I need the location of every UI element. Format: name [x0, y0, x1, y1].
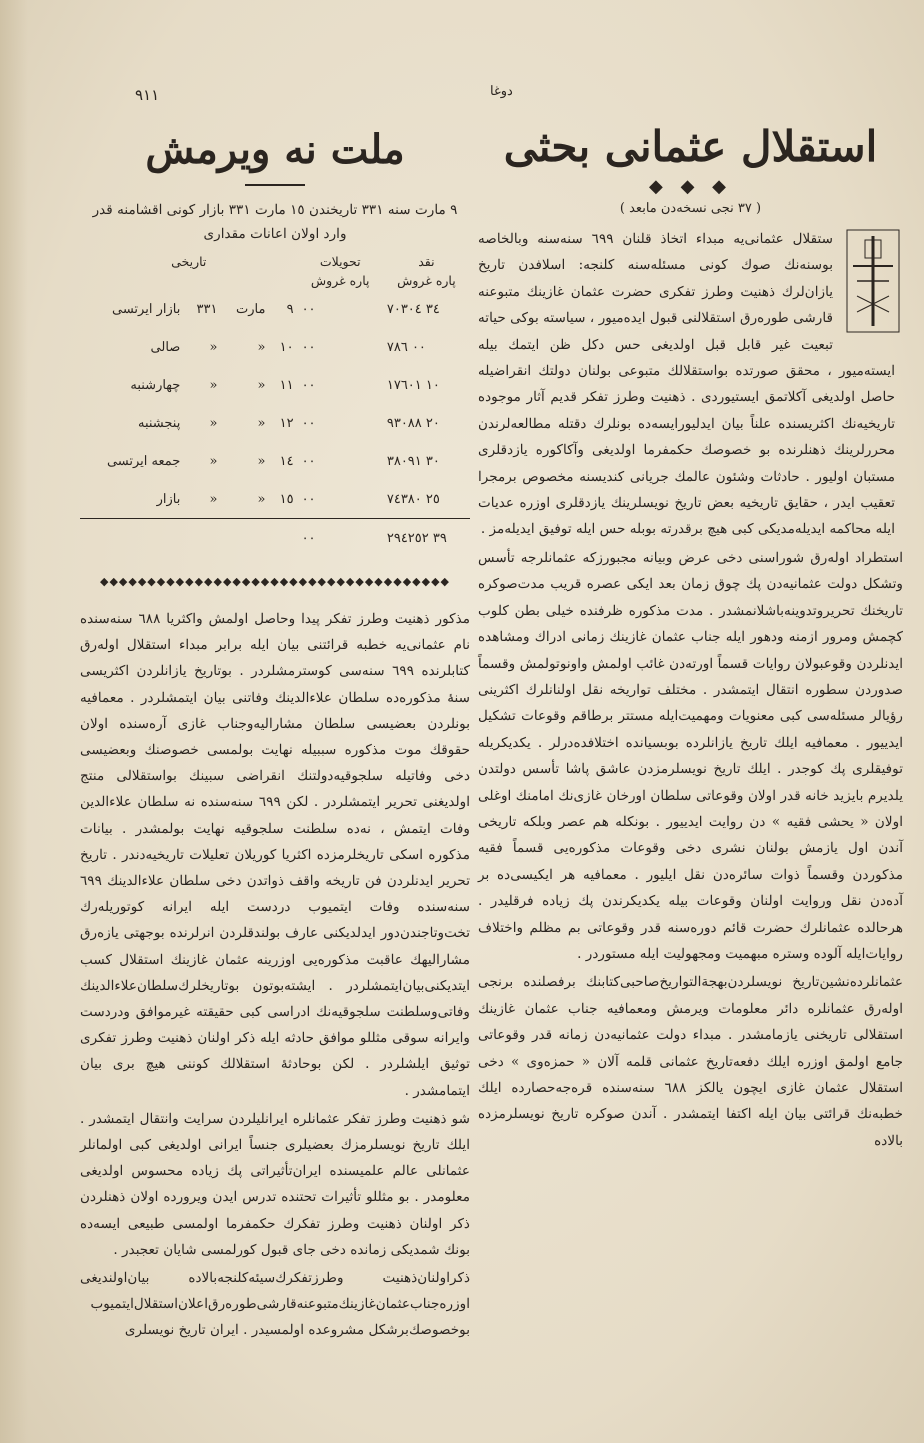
col-unit-naqd: پاره غروش: [397, 273, 456, 288]
cell-day-num: ١٤: [279, 453, 294, 469]
continuation-note: ( ٣٧ نجی نسخه‌دن مابعد ): [619, 201, 762, 216]
cell-tahvil: ٠٠: [301, 415, 316, 431]
cell-year: «: [209, 377, 218, 393]
cell-month: مارت: [235, 301, 266, 317]
left-article-title: ملت نه ویرمش: [145, 126, 405, 173]
right-column: [478, 108, 903, 1154]
cell-tahvil: ٠٠: [301, 377, 316, 393]
cell-naqd: ٠٠ ٧٨٦: [386, 339, 426, 355]
right-paragraph: استطراد اوله‌رق شوراسنی دخی عرض وبیانه مجبورزکه عثمانلرجه تأسس وتشکل دولت عثمانیه‌دن پك چوق زمان بعد ایکی عصره قریب مدت‌صوکره تاریخنك تحریروتدوینه‌باشلانمشدر . مدت مذکوره ظرفنده خیلی بطن کلوب کچمش ومرور ازمنه ودهور ایله جناب عثمان غازینك زمانی ادراك ومشاهده ایدنلردن وقوعبولان روایات قسماً اورته‌دن غائب اولمش واونوتولمش وقسماً صدوردن سطوره انتقال ایتمشدر . مختلف تواریخه نقل اولنانلرك اکثرینی رؤیالر مسئله‌سی کبی معنویات ومهمیت‌ایله مستتر برطاقم وقوعات تشکیل ایدییور . معمافیه ایلك تاریخ یازانلرده بوبسیانده اختلافده‌درلر . یکدیکریله توفیقلری پك کوجدر . ایلك تاریخ نویسلرمزدن عاشق پاشا تأسس دولتدن یلدیرم بایزید خانه قدر اولان وقوعاتی سلطان اورخان غازی‌نك امامنك اوغلی اولان « یحشی فقیه » دن روایت ایدییور . بونکله هم عصر وبلکه تاریخی آندن اول یازمش بولنان نشری دخی وقوعات مذکوره‌یی قسماً فقیه مذکوردن وقسماً ذوات سائره‌دن نقل ایلیور . معمافیه هر ایکیسی‌ده بر آده‌دن نقل وروایت اولنان وقوعات بیله یکدیکرندن پك زیاده فرقلیدر . هرحالده عثمانلرك حضرت قائم دوره‌سنه قدر وقوعاتی بم مظلم واختلاف روایات‌ایله آلوده وستره مبهمیت ومجهولیت ایله مستوردر .: [478, 549, 903, 962]
cell-day-num: ٩: [286, 301, 294, 317]
table-row: [80, 328, 470, 366]
cell-month: «: [257, 453, 266, 469]
cell-naqd: ٣٤ ٧٠٣٠٤: [386, 301, 440, 317]
cell-day: چهارشنبه: [130, 377, 181, 393]
total-spacer: [80, 519, 298, 558]
col-header-tahvil: تحویلات: [319, 254, 361, 269]
cell-day-num: ١٠: [279, 339, 294, 355]
table-row: [80, 480, 470, 519]
running-head: دوغا: [490, 84, 513, 99]
total-naqd: ٣٩ ٢٩٤٢٥٢: [383, 519, 470, 558]
cell-month: «: [257, 377, 266, 393]
cell-month: «: [257, 339, 266, 355]
cell-day: بازار: [156, 491, 181, 507]
table-row: [80, 442, 470, 480]
cell-tahvil: ٠٠: [301, 491, 316, 507]
cell-year: «: [209, 491, 218, 507]
col-unit-tahvil: پاره غروش: [310, 273, 370, 288]
cell-year: ٣٣١: [196, 301, 218, 317]
cell-day: پنجشنبه: [137, 415, 181, 431]
table-total-row: [80, 519, 470, 558]
donations-table: [80, 252, 470, 557]
cell-day-num: ١١: [279, 377, 294, 393]
cell-naqd: ٢٥ ٧٤٣٨٠: [386, 491, 440, 507]
col-header-date: تاریخی: [171, 254, 207, 269]
col-header-naqd: نقد: [418, 254, 435, 269]
cell-naqd: ٣٠ ٣٨٠٩١: [386, 453, 440, 469]
cell-day-num: ١٢: [279, 415, 294, 431]
cell-day-num: ١٥: [279, 491, 294, 507]
cell-naqd: ٢٠ ٩٣٠٨٨: [386, 415, 440, 431]
decorative-vignette-icon: [843, 226, 903, 336]
cell-month: «: [257, 491, 266, 507]
left-paragraph: ذکراولنان‌ذهنیت وطرزتفکرك‌سیئه‌کلنجه‌بالاده بیان‌اولندیغی اوزره‌جناب‌عثمان‌غازینك‌متبوعنه‌قارشی‌طوره‌رق‌اعلان‌استقلال‌ایتمیوب بوخصوصك‌برشکل مشروعده اولمسیدر . ایران تاریخ نویسلری: [80, 1270, 470, 1339]
table-row: [80, 404, 470, 442]
title-ornament: ◆ ◆ ◆: [649, 176, 732, 197]
page-fold-shadow: [0, 0, 28, 1443]
table-row: [80, 290, 470, 328]
cell-day: جمعه ایرتسی: [106, 453, 181, 469]
right-paragraph: ستقلال عثمانی‌یه مبداء اتخاذ قلنان ٦٩٩ سنه‌سنه وبالخاصه بوسنه‌نك صوك کونی مسئله‌سنه کلنجه: اسلافدن تاریخ یازان‌لرك ذهنیت وطرز تفکری حضرت عثمان غازینك متبوعنه قارشی طوره‌رق استقلالنی قبول ایده‌میور ، سیاسته بوکی حیاته تبعیت غیر قابل قبل اولدیغی حس دکل ظن ایتمك بیله ایسته‌میور ، محقق صورتده بواستقلالك متبوعی بولنان دولتك انقراضیله حاصل اولدیغی آکلاتمق ایستیوردی . ذهنیت وطرز تفکر قدیم آثار موجوده تاریخیه‌نك اکثریسنده علناً بیان ایدلیورایسه‌ده بونلرك دقتله مطالعه‌لرندن محررلرینك ذهنلرنده بو خصوصك حکمفرما اولدیغی وآکاکوره یازدقلری مستبان اولیور . حادثات وشئون عالمك جریانی کندیسنه مخصوص برمجرا تعقیب ایدر ، حقایق تاریخیه بعض تاریخ نویسلرینك یازدقلری اوزره عدیات ایله محاکمه ایدیله‌مدیکی کبی هیچ برقدرته بوبله حس ایله توفیق ایدیله‌مز .: [478, 231, 895, 538]
cell-tahvil: ٠٠: [301, 301, 316, 317]
cell-day: صالی: [150, 339, 181, 355]
col-unit-empty: [80, 271, 298, 290]
cell-year: «: [209, 453, 218, 469]
left-paragraph: شو ذهنیت وطرز تفکر عثمانلره ایرانلیلردن سرایت وانتقال ایتمشدر . ایلك تاریخ نویسلرمزك بعضیلری جنساً ایرانی اولدیغی کبی اولمانلر عثمانلی عالم علمیسنده ایران‌تأثیراتی پك زیاده محسوس اولدیغی معلومدر . بو مثللو تأثیرات تحتنده تدرس ایدن ویرورده اولان ذهنلردن ذکر اولنان ذهنیت وطرز تفکرك حکمفرما اولمسی طبیعی ایسه‌ده بونك شمدیکی زمانده دخی جای قبول کورلمسی شایان تعجبدر .: [80, 1110, 470, 1258]
right-paragraph: عثمانلرده‌نشین‌تاریخ نویسلردن‌بهجةالتواریخ‌صاحبی‌کتابنك برفصلنده برنجی اوله‌رق عثمانلره دائر معلومات ویرمش ومعمافیه جناب عثمان غازینك استقلالی تاریخنی یازمامشدر . مبداء دولت عثمانیه‌دن زمانه قدر وقوعاتی جامع اولمق اوزره ایلك دفعه‌تاریخ عثمانی قلمه آلان « حمزه‌وی » دخی استقلال عثمان غازی ایچون یالکز ٦٨٨ سنه‌سنده قره‌جه‌حصارده ایلك خطبه‌نك قرائتی بیان ایله اکتفا ایتمشدر . آندن صوکره تاریخ نویسلرمزده بالاده: [478, 974, 903, 1149]
cell-tahvil: ٠٠: [301, 453, 316, 469]
right-article-title: استقلال عثمانی بحثی: [503, 122, 878, 171]
cell-tahvil: ٠٠: [301, 339, 316, 355]
ornamental-divider: ◆◆◆◆◆◆◆◆◆◆◆◆◆◆◆◆◆◆◆◆◆◆◆◆◆◆◆◆◆◆◆◆◆◆◆◆◆: [99, 575, 450, 588]
cell-day: بازار ایرتسی: [112, 301, 181, 317]
title-rule: [245, 184, 305, 186]
total-tahvil: ٠٠: [298, 519, 383, 558]
table-caption: ٩ مارت سنه ٣٣١ تاریخندن ١٥ مارت ٣٣١ بازار کونی اقشامنه قدر وارد اولان اعانات مقداری: [92, 202, 458, 242]
cell-month: «: [257, 415, 266, 431]
left-paragraph: مذکور ذهنیت وطرز تفکر پیدا وحاصل اولمش واکثریا ٦٨٨ سنه‌سنده نام عثمانی‌یه خطبه قرائتنی بیان ایله برابر مبداء استقلال اوله‌رق کتابلرنده ٦٩٩ سنه‌سی کوسترمشلردر . بوتاریخ یازانلردن اکثریسی سنهٔ مذکوره‌ده سلطان علاءالدینك وفاتنی بیان ایتمشلردر . معمافیه بونلردن بعضیسی سلطان مشارالیه‌وجناب غازی آره‌سنده اولان حقوقك موت مذکوره سببیله نهایت بولمسی خصوصنك وبعضیسی دخی وفاتیله سلجوقیه‌دولتنك انقراضی سبینك بواستقلالی منتج اولدیغنی تحریر ایتمشلردر . لکن ٦٩٩ سنه‌سنده نه سلطان علاءالدین وفات ایتمش ، نه‌ده سلطنت سلجوقیه نهایت بولمشدر . بیانات مذکوره اسکی تاریخلرمزده اکثریا کوریلان تعلیلات تاریخیه‌دندر . تاریخ تحریر ایدنلردن فن تاریخه واقف ذواتدن دخی سلطان علاءالدینك ٦٩٩ سنه‌سنده وفات ایتمیوب دردست ایله ایرانه کوتوریله‌رك تخت‌وتاجندن‌دور ایدلدیکنی عارف بولندقلردن انرلرنده بوجهتی یازه‌رق مشارالیهك عاقبت مذکوره‌یی اوزرینه عثمان غازینك استقلال کسب ایتدیکنی‌بیان‌ایتمشلردر . ایشته‌بوتون بوتاریخلرك‌سلطان‌علاءالدینك وفاتی‌وسلطنت سلجوقیه‌نك ادراسی کبی حقیقته غیرموافق ودردست وایرانه سوقی مثللو موافق حادثه ایله ذکر اولنان ذهنیت وطرز تفکری توثیق ایلشلردر . لکن بوحادثهٔ استقلالك کوننی هیچ بری بیان ایتمامشدر .: [80, 611, 470, 1099]
cell-naqd: ١٠ ١٧٦٠١: [386, 377, 440, 393]
cell-year: «: [209, 339, 218, 355]
left-column: [80, 108, 470, 1344]
page-number: ٩١١: [135, 86, 160, 104]
table-row: [80, 366, 470, 404]
cell-year: «: [209, 415, 218, 431]
